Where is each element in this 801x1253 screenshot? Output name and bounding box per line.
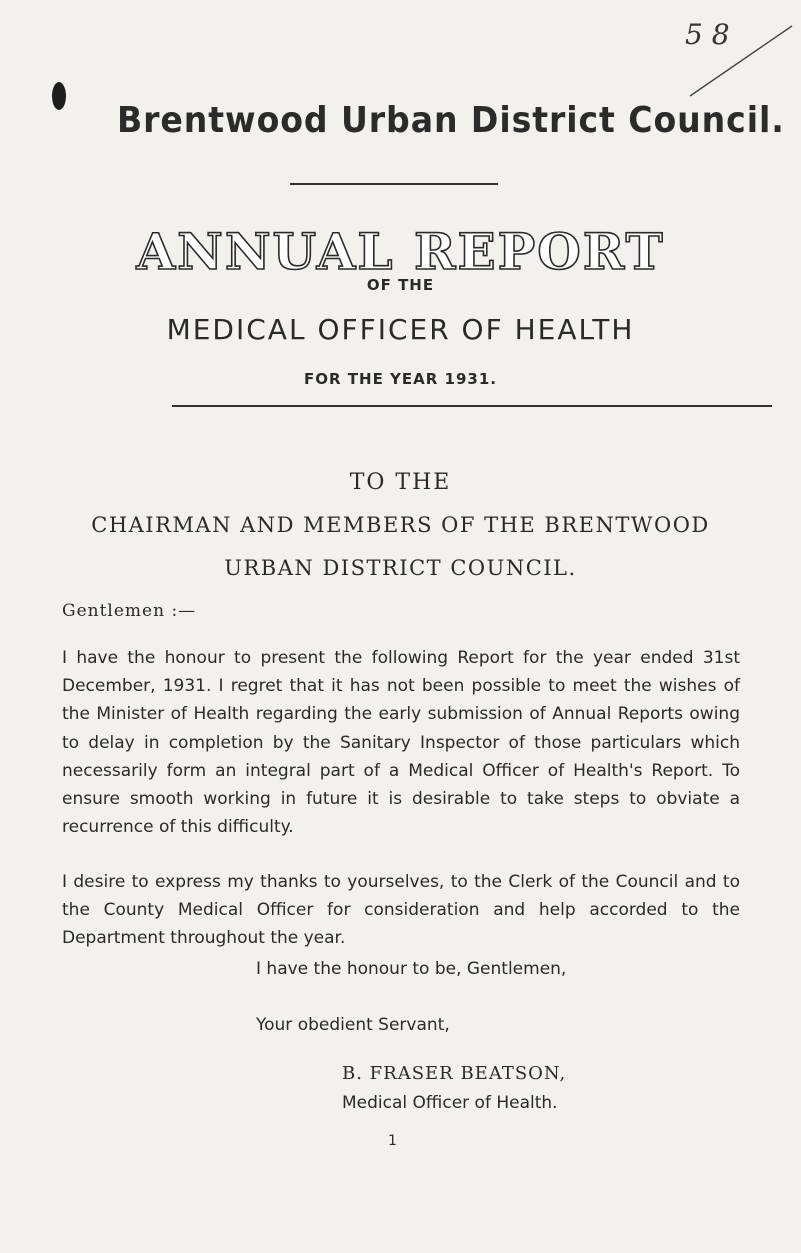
address-to-the: TO THE [349, 470, 452, 495]
corner-handwritten-note: 5 8 [685, 18, 730, 51]
signature-name: B. FRASER BEATSON, [342, 1063, 567, 1084]
council-title: Brentwood Urban District Council. [117, 100, 785, 141]
page-number: 1 [388, 1133, 397, 1149]
closing-line-2: Your obedient Servant, [256, 1015, 450, 1035]
address-line-1: CHAIRMAN AND MEMBERS OF THE BRENTWOOD [91, 513, 710, 537]
report-subtitle-of-the: OF THE [366, 276, 435, 294]
signatory-title: Medical Officer of Health. [342, 1093, 558, 1113]
closing-line-1: I have the honour to be, Gentlemen, [256, 959, 567, 979]
divider-short [290, 183, 498, 185]
divider-long [172, 405, 772, 407]
report-year: FOR THE YEAR 1931. [304, 370, 497, 388]
report-officer-title: MEDICAL OFFICER OF HEALTH [166, 313, 635, 346]
address-line-2: URBAN DISTRICT COUNCIL. [224, 556, 577, 580]
body-paragraph-1: I have the honour to present the following Report for the year ended 31st December, 1931. I regret that it has not been possible to meet the wishes of the Minister of Health regarding the early submission of Annual Reports owing to delay in completion by the Sanitary Inspector of those particulars which necessarily form an integral part of a Medical Officer of Health's Report. To ensure smooth working in future it is desirable to take steps to obviate a recurrence of this difficulty. [62, 648, 740, 838]
punch-hole [52, 82, 66, 110]
salutation: Gentlemen :— [62, 601, 197, 621]
body-paragraph-2: I desire to express my thanks to yourselves, to the Clerk of the Council and to the County Medical Officer for consideration and help accorded to the Department throughout the year. [62, 872, 740, 949]
report-title: ANNUAL REPORT [136, 222, 665, 281]
